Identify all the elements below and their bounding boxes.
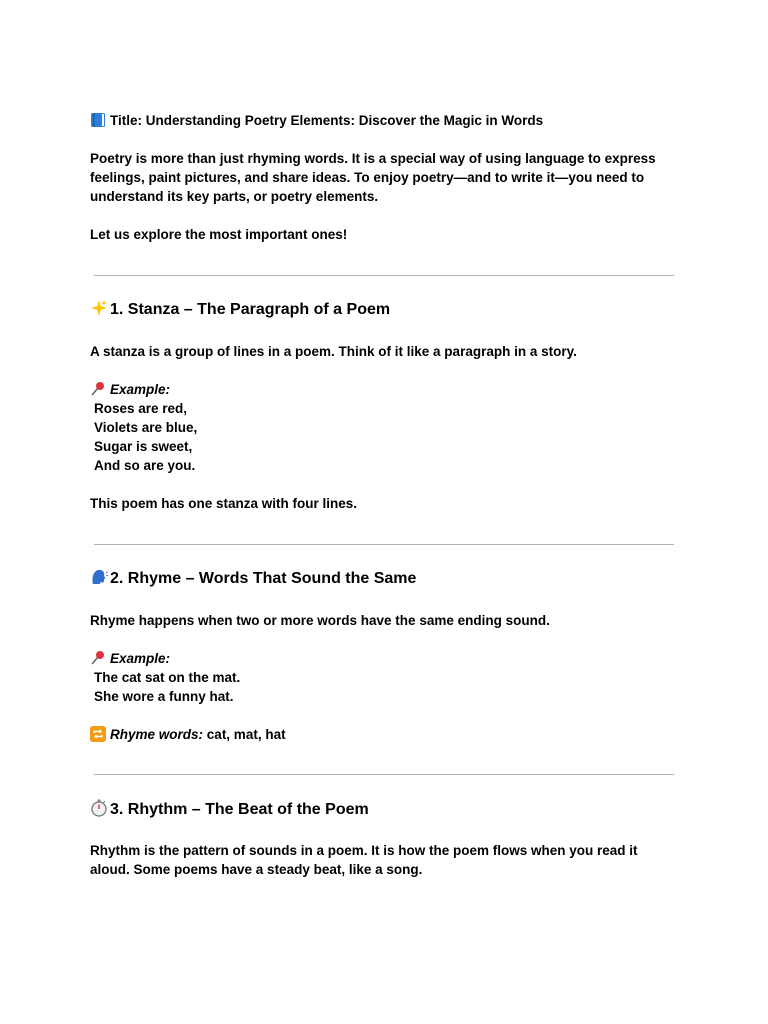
example-label: Example: [110,651,171,666]
blue-book-icon [90,112,106,128]
poem-line: She wore a funny hat. [94,689,234,704]
rhyme-definition: Rhyme happens when two or more words have the same ending sound. [90,613,550,628]
rhythm-definition-line-2: aloud. Some poems have a steady beat, like a song. [90,862,423,877]
poem-line: Violets are blue, [94,420,198,435]
intro-line-1: Poetry is more than just rhyming words. It is a special way of using language to express [90,151,656,166]
stanza-example-label [90,380,170,399]
example-label: Example: [110,382,171,397]
rhyme-heading-text: 2. Rhyme – Words That Sound the Same [110,570,417,587]
poem-line: The cat sat on the mat. [94,670,241,685]
stopwatch-icon [90,799,106,815]
section-divider [94,275,674,276]
poem-line: And so are you. [94,458,196,473]
stanza-note: This poem has one stanza with four lines. [90,496,358,511]
rhyme-words [90,725,286,744]
stanza-definition: A stanza is a group of lines in a poem. Think of it like a paragraph in a story. [90,344,577,359]
rhythm-heading-text: 3. Rhythm – The Beat of the Poem [110,801,369,818]
pushpin-icon [90,650,106,666]
document-title [90,111,543,130]
section-divider [94,774,674,775]
sparkles-icon [90,299,106,315]
intro-lead: Let us explore the most important ones! [90,227,348,242]
pushpin-icon [90,381,106,397]
section-divider [94,544,674,545]
title-text: Title: Understanding Poetry Elements: Discover the Magic in Words [110,113,544,128]
repeat-icon [90,726,106,742]
speaking-head-icon [90,568,106,584]
rhyme-words-value: cat, mat, hat [206,727,286,742]
section-heading-rhythm [90,799,369,821]
poem-line: Sugar is sweet, [94,439,193,454]
section-heading-rhyme [90,568,416,590]
stanza-heading-text: 1. Stanza – The Paragraph of a Poem [110,301,391,318]
intro-line-2: feelings, paint pictures, and share ideas. To enjoy poetry—and to write it—you need to [90,170,645,185]
rhyme-words-label: Rhyme words: [110,727,204,742]
poem-line: Roses are red, [94,401,188,416]
rhyme-example-label [90,649,170,668]
rhythm-definition-line-1: Rhythm is the pattern of sounds in a poem. It is how the poem flows when you read it [90,843,638,858]
intro-line-3: understand its key parts, or poetry elements. [90,189,379,204]
section-heading-stanza [90,299,390,321]
